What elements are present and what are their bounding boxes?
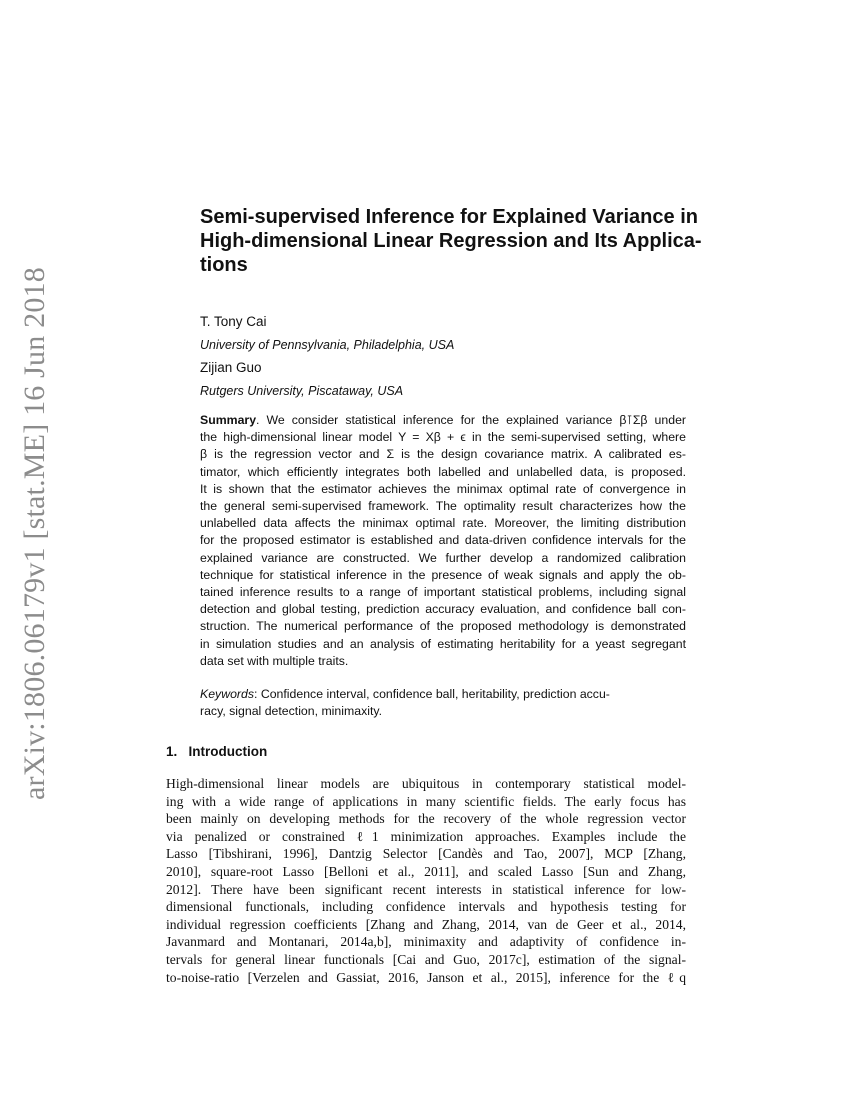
body-line: 2010], square-root Lasso [Belloni et al., 2011], and scaled Lasso [Sun and Zhang, <box>166 863 686 879</box>
body-line: ing with a wide range of applications in many scientific fields. The early focus has <box>166 793 686 809</box>
title-line: Semi-supervised Inference for Explained Variance in <box>200 206 698 228</box>
summary-line: for the proposed estimator is established and data-driven confidence intervals for the <box>200 533 686 548</box>
summary-line: β is the regression vector and Σ is the design covariance matrix. A calibrated es- <box>200 447 686 462</box>
summary-abstract <box>200 412 686 670</box>
arxiv-identifier-stamp: arXiv:1806.06179v1 [stat.ME] 16 Jun 2018 <box>18 267 51 800</box>
summary-line: data set with multiple traits. <box>200 653 349 668</box>
author-name: T. Tony Cai <box>200 314 267 329</box>
body-line: been mainly on developing methods for the recovery of the whole regression vector <box>166 811 686 827</box>
body-line: dimensional functionals, including confidence intervals and hypothesis testing for <box>166 899 686 915</box>
author-affiliation: Rutgers University, Piscataway, USA <box>200 384 404 398</box>
summary-line: unlabelled data affects the minimax optimal rate. Moreover, the limiting distribution <box>200 516 686 531</box>
body-line: individual regression coefficients [Zhang and Zhang, 2014, van de Geer et al., 2014, <box>166 916 686 932</box>
summary-line: the high-dimensional linear model Y = Xβ + ϵ in the semi-supervised setting, where <box>200 430 686 445</box>
section-number: 1. <box>166 744 178 759</box>
summary-line: explained variance are constructed. We further develop a randomized calibration <box>200 550 686 565</box>
introduction-paragraph <box>166 775 686 986</box>
author-name: Zijian Guo <box>200 360 262 375</box>
summary-line: technique for statistical inference in the presence of weak signals and apply the ob- <box>200 567 686 582</box>
summary-line: struction. The numerical performance of the proposed methodology is demonstrated <box>200 619 686 634</box>
body-line: to-noise-ratio [Verzelen and Gassiat, 2016, Janson et al., 2015], inference for the ℓq <box>166 969 686 985</box>
keywords-label: Keywords <box>200 687 254 701</box>
keywords-line: Keywords: Confidence interval, confidence ball, heritability, prediction accu- <box>200 687 610 701</box>
keywords-line: racy, signal detection, minimaxity. <box>200 704 383 719</box>
section-title: Introduction <box>188 744 268 759</box>
body-line: High-dimensional linear models are ubiquitous in contemporary statistical model- <box>166 776 686 791</box>
paper-title <box>200 205 725 277</box>
summary-line: the general semi-supervised framework. The optimality result characterizes how the <box>200 499 686 514</box>
summary-line: tained inference results to a range of important statistical problems, including signal <box>200 585 686 600</box>
summary-line: Summary. We consider statistical inference for the explained variance β⊺Σβ under <box>200 413 686 427</box>
body-line: tervals for general linear functionals [Cai and Guo, 2017c], estimation of the signal- <box>166 951 686 967</box>
summary-line: in simulation studies and an analysis of estimating heritability for a yeast segregant <box>200 636 686 651</box>
body-line: via penalized or constrained ℓ1 minimization approaches. Examples include the <box>166 828 686 844</box>
summary-line: It is shown that the estimator achieves the minimax optimal rate of convergence in <box>200 481 686 496</box>
body-line: 2012]. There have been significant recent interests in statistical inference for low- <box>166 881 686 897</box>
author-affiliation: University of Pennsylvania, Philadelphia, USA <box>200 338 455 352</box>
summary-label: Summary <box>200 413 257 427</box>
summary-line: detection and global testing, prediction accuracy evaluation, and confidence ball con- <box>200 602 686 617</box>
body-line: Lasso [Tibshirani, 1996], Dantzig Selector [Candès and Tao, 2007], MCP [Zhang, <box>166 846 686 862</box>
keywords-block <box>200 686 686 720</box>
summary-line: timator, which efficiently integrates both labelled and unlabelled data, is proposed. <box>200 464 686 479</box>
title-line: tions <box>200 254 248 276</box>
section-heading-introduction <box>166 744 267 759</box>
body-line: Javanmard and Montanari, 2014a,b], minimaxity and adaptivity of confidence in- <box>166 934 686 950</box>
title-line: High-dimensional Linear Regression and Its Applica- <box>200 230 702 252</box>
